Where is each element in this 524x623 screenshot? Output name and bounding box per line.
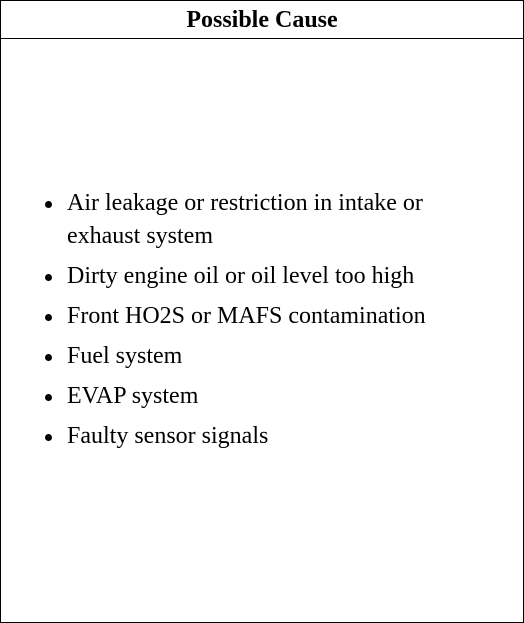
bullet-icon <box>45 314 52 321</box>
bullet-icon <box>45 354 52 361</box>
list-item <box>1 260 523 293</box>
cause-text: EVAP system <box>67 383 199 409</box>
list-item <box>1 380 523 413</box>
cause-text: Front HO2S or MAFS contamination <box>67 303 426 329</box>
bullet-icon <box>45 201 52 208</box>
list-item <box>1 187 523 253</box>
cause-text: Air leakage or restriction in intake or exhaust system <box>67 190 423 249</box>
cause-text: Dirty engine oil or oil level too high <box>67 263 415 289</box>
list-item <box>1 340 523 373</box>
bullet-icon <box>45 274 52 281</box>
bullet-icon <box>45 434 52 441</box>
cause-text: Faulty sensor signals <box>67 423 269 449</box>
list-item <box>1 300 523 333</box>
column-header: Possible Cause <box>1 1 523 39</box>
cause-text: Fuel system <box>67 343 183 369</box>
cause-list <box>1 187 523 460</box>
causes-cell <box>1 39 523 622</box>
bullet-icon <box>45 394 52 401</box>
list-item <box>1 420 523 453</box>
